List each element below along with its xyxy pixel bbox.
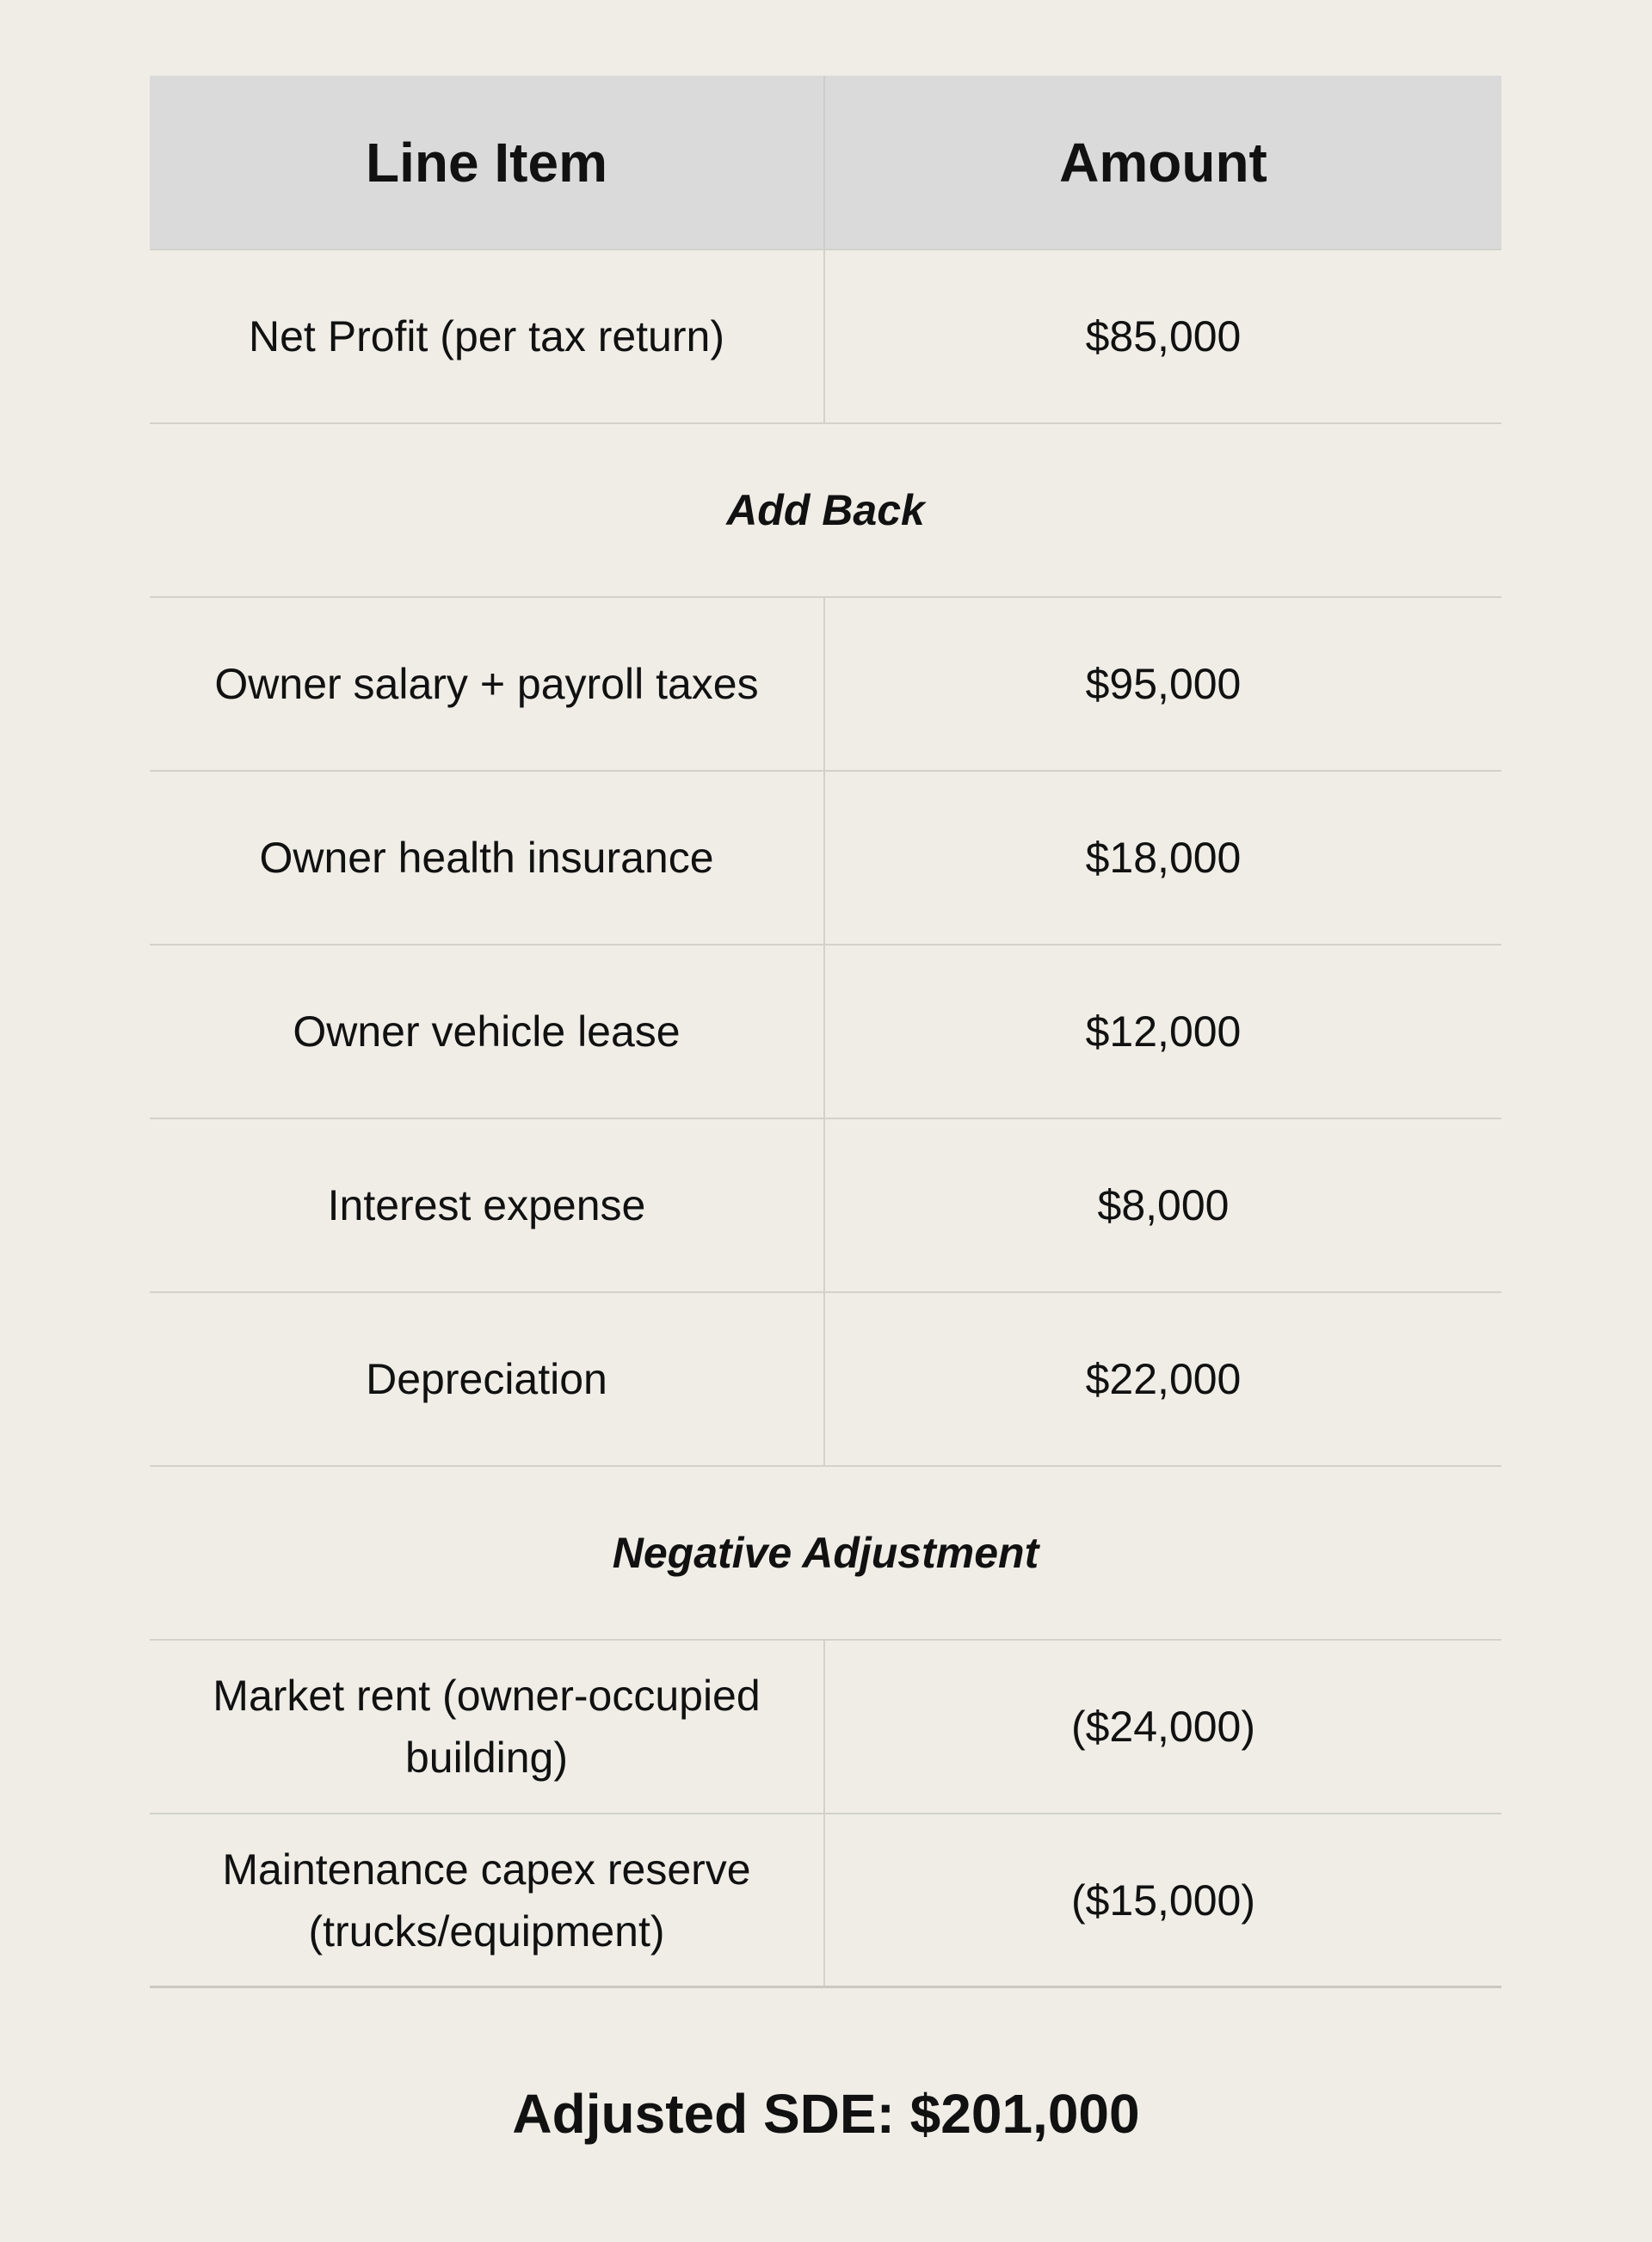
line-item-label: Owner health insurance [150, 772, 825, 944]
column-header-amount: Amount [1059, 131, 1267, 194]
line-item-label: Maintenance capex reserve (trucks/equipment) [150, 1814, 825, 1986]
table-row [150, 598, 1501, 772]
line-item-label: Interest expense [150, 1119, 825, 1291]
table-row [150, 250, 1501, 424]
column-header-line-item: Line Item [150, 76, 825, 249]
line-item-amount: $22,000 [1085, 1355, 1242, 1403]
table-row [150, 1641, 1501, 1814]
line-item-label: Net Profit (per tax return) [150, 250, 825, 422]
line-item-amount: $85,000 [1085, 312, 1242, 360]
line-item-amount: $8,000 [1097, 1181, 1230, 1229]
section-heading-negative-adjustment: Negative Adjustment [150, 1467, 1501, 1641]
line-item-label: Market rent (owner-occupied building) [150, 1641, 825, 1813]
table-row [150, 1293, 1501, 1467]
line-item-amount: $12,000 [1085, 1007, 1242, 1056]
adjusted-sde-total: Adjusted SDE: $201,000 [512, 2083, 1140, 2145]
table-row [150, 1119, 1501, 1293]
line-item-label: Depreciation [150, 1293, 825, 1465]
table-row [150, 772, 1501, 945]
table-row [150, 945, 1501, 1119]
sde-adjustment-table [150, 76, 1501, 1988]
section-heading-add-back: Add Back [150, 424, 1501, 598]
line-item-amount: $18,000 [1085, 834, 1242, 882]
table-row [150, 1814, 1501, 1988]
line-item-label: Owner salary + payroll taxes [150, 598, 825, 770]
line-item-amount: $95,000 [1085, 660, 1242, 708]
line-item-label: Owner vehicle lease [150, 945, 825, 1118]
table-header-row [150, 76, 1501, 250]
line-item-amount: ($24,000) [1070, 1703, 1256, 1751]
line-item-amount: ($15,000) [1070, 1876, 1256, 1925]
